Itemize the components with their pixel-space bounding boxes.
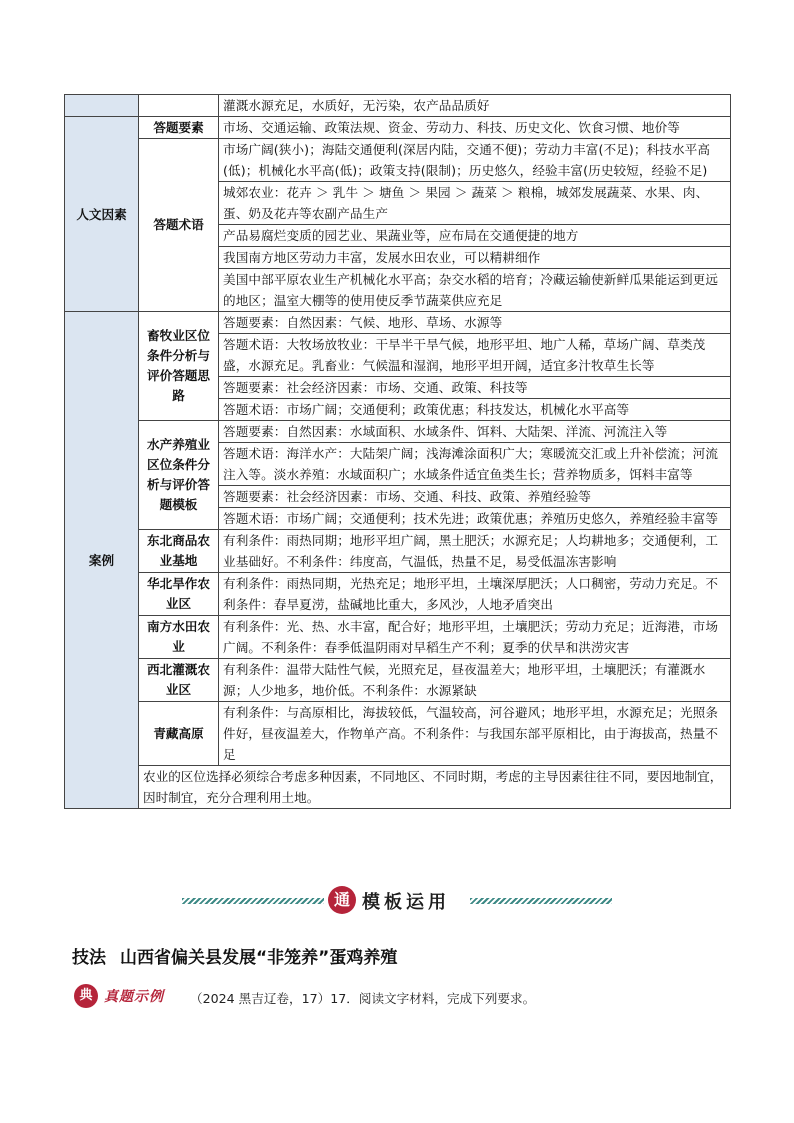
technique-heading [72,943,397,968]
table-row [65,312,731,334]
table-cell: 有利条件：光、热、水丰富，配合好；地形平坦，土壤肥沃；劳动力充足；近海港，市场广阔。不利条件：春季低温阴雨对早稻生产不利；夏季的伏旱和洪涝灾害 [219,616,731,659]
tong-badge-icon: 通 [328,886,356,914]
table-cell: 答题要素：社会经济因素：市场、交通、科技、政策、养殖经验等 [219,486,731,508]
technique-title: 山西省偏关县发展“非笼养”蛋鸡养殖 [120,948,398,968]
example-label: 真题示例 [104,989,164,1005]
table-row [65,95,731,117]
table-cell: 城郊农业：花卉 ＞ 乳牛 ＞ 塘鱼 ＞ 果园 ＞ 蔬菜 ＞ 粮棉，城郊发展蔬菜、水果、肉、蛋、奶及花卉等农副产品生产 [219,182,731,225]
table-cell: 答题术语：市场广阔；交通便利；技术先进；政策优惠；养殖历史悠久，养殖经验丰富等 [219,508,731,530]
table-cell: 有利条件：温带大陆性气候，光照充足，昼夜温差大；地形平坦，土壤肥沃；有灌溉水源；人少地多，地价低。不利条件：水源紧缺 [219,659,731,702]
table-row [65,702,731,766]
table-cell: 美国中部平原农业生产机械化水平高；杂交水稻的培育；冷藏运输使新鲜瓜果能运到更远的地区；温室大棚等的使用使反季节蔬菜供应充足 [219,269,731,312]
table-cell: 答题要素：社会经济因素：市场、交通、政策、科技等 [219,377,731,399]
table-cell: 有利条件：雨热同期，光热充足；地形平坦，土壤深厚肥沃；人口稠密，劳动力充足。不利条件：春旱夏涝，盐碱地比重大，多风沙，人地矛盾突出 [219,573,731,616]
table-cell: 有利条件：与高原相比，海拔较低，气温较高，河谷避风；地形平坦，水源充足；光照条件好，昼夜温差大，作物单产高。不利条件：与我国东部平原相比，由于海拔高，热量不足 [219,702,731,766]
table-row [65,139,731,182]
answer-terms-label: 答题术语 [139,139,219,312]
technique-label: 技法 [72,948,106,968]
banner-title: 模板运用 [362,892,450,913]
livestock-label: 畜牧业区位条件分析与评价答题思路 [139,312,219,421]
table-cell: 答题要素：自然因素：气候、地形、草场、水源等 [219,312,731,334]
table-cell: 市场、交通运输、政策法规、资金、劳动力、科技、历史文化、饮食习惯、地价等 [219,117,731,139]
table-row [65,616,731,659]
table-row [65,530,731,573]
knowledge-table [64,94,731,809]
empty-category-cell [65,95,139,117]
template-usage-banner [182,884,612,916]
table-row [65,659,731,702]
real-exam-example [74,984,734,1008]
region-label: 青藏高原 [139,702,219,766]
region-label: 东北商品农业基地 [139,530,219,573]
table-cell: 有利条件：雨热同期；地形平坦广阔，黑土肥沃；水源充足；人均耕地多；交通便利，工业基础好。不利条件：纬度高，气温低，热量不足，易受低温冻害影响 [219,530,731,573]
table-cell: 答题术语：大牧场放牧业：干旱半干旱气候，地形平坦、地广人稀，草场广阔、草类茂盛，水源充足。乳畜业：气候温和湿润，地形平坦开阔，适宜多汁牧草生长等 [219,334,731,377]
region-label: 华北旱作农业区 [139,573,219,616]
table-cell: 答题要素：自然因素：水域面积、水域条件、饵料、大陆架、洋流、河流注入等 [219,421,731,443]
banner-stripe-right [470,898,612,904]
summary-cell: 农业的区位选择必须综合考虑多种因素，不同地区、不同时期，考虑的主导因素往往不同，要因地制宜，因时制宜，充分合理利用土地。 [139,766,731,809]
example-text: （2024 黑吉辽卷，17）17．阅读文字材料，完成下列要求。 [190,991,536,1006]
table-row [65,766,731,809]
table-cell: 产品易腐烂变质的园艺业、果蔬业等，应布局在交通便捷的地方 [219,225,731,247]
banner-stripe-left [182,898,324,904]
table-cell: 市场广阔(狭小)；海陆交通便利(深居内陆，交通不便)；劳动力丰富(不足)；科技水平高(低)；机械化水平高(低)；政策支持(限制)；历史悠久，经验丰富(历史较短，经验不足) [219,139,731,182]
region-label: 南方水田农业 [139,616,219,659]
table-cell: 答题术语：市场广阔；交通便利；政策优惠；科技发达，机械化水平高等 [219,399,731,421]
table-cell: 答题术语：海洋水产：大陆架广阔；浅海滩涂面积广大；寒暖流交汇或上升补偿流；河流注入等。淡水养殖：水域面积广；水域条件适宜鱼类生长；营养物质多，饵料丰富等 [219,443,731,486]
aquaculture-label: 水产养殖业区位条件分析与评价答题模板 [139,421,219,530]
human-factors-category: 人文因素 [65,117,139,312]
region-label: 西北灌溉农业区 [139,659,219,702]
cases-category: 案例 [65,312,139,809]
answer-elements-label: 答题要素 [139,117,219,139]
table-row [65,573,731,616]
table-row [65,117,731,139]
empty-label-cell [139,95,219,117]
table-cell: 灌溉水源充足，水质好，无污染，农产品品质好 [219,95,731,117]
table-row [65,421,731,443]
table-cell: 我国南方地区劳动力丰富，发展水田农业，可以精耕细作 [219,247,731,269]
dian-badge-icon: 典 [74,984,98,1008]
